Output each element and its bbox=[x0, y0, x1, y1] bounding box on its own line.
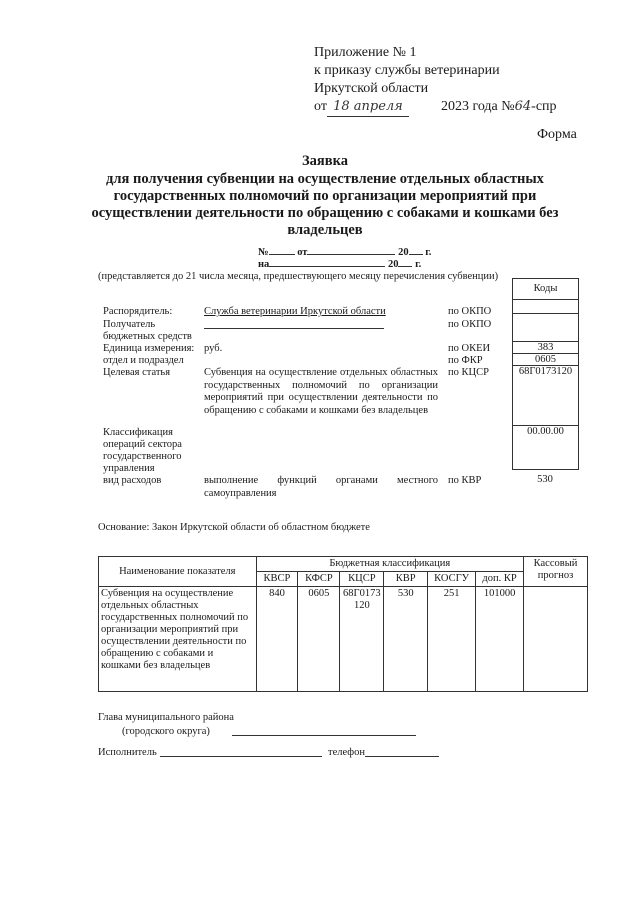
celevaya-value: Субвенция на осуществление отдельных областных государственных полномочий по организации мероприятий при осуществлении деятельности по обращению с собаками и кошками без владельцев bbox=[204, 367, 438, 416]
year-text: 2023 года bbox=[440, 99, 498, 114]
codes-header: Коды bbox=[513, 279, 578, 300]
codes-box bbox=[512, 278, 579, 470]
code-okei: 383 bbox=[513, 342, 578, 354]
head-label2: (городского округа) bbox=[122, 726, 210, 737]
sub-dop: доп. КР bbox=[476, 572, 524, 587]
title-main: Заявка bbox=[302, 153, 348, 169]
okei-label: по ОКЕИ bbox=[448, 343, 491, 354]
celevaya-label: Целевая статья bbox=[103, 367, 171, 378]
code-kvr: 530 bbox=[537, 474, 553, 485]
appendix-line2: к приказу службы ветеринарии bbox=[314, 63, 500, 78]
row-kvsr: 840 bbox=[256, 587, 298, 692]
sub-kfsr: КФСР bbox=[298, 572, 340, 587]
sub-kvsr: КВСР bbox=[256, 572, 298, 587]
phone-label: телефон bbox=[328, 747, 365, 758]
row-dop: 101000 bbox=[476, 587, 524, 692]
col-cash-header: Кассовый прогноз bbox=[524, 557, 588, 587]
title-line2: государственных полномочий по организации мероприятий при bbox=[113, 188, 537, 204]
title-line3: осуществлении деятельности по обращению с собаками и кошками без bbox=[91, 205, 559, 221]
row-cash bbox=[524, 587, 588, 692]
code-okpo2 bbox=[513, 314, 578, 342]
from-prefix: от bbox=[314, 99, 327, 114]
head-label1: Глава муниципального района bbox=[98, 712, 234, 723]
sub-kvr: КВР bbox=[384, 572, 428, 587]
phone-line bbox=[365, 756, 439, 757]
period-line: на 20 г. bbox=[258, 259, 422, 270]
klass-label3: государственного bbox=[103, 451, 182, 462]
klass-label4: управления bbox=[103, 463, 155, 474]
poluchatel-label1: Получатель bbox=[103, 319, 156, 330]
rasporyaditel-label: Распорядитель: bbox=[103, 306, 173, 317]
rasporyaditel-value: Служба ветеринарии Иркутской области bbox=[204, 306, 386, 317]
code-fkr: 0605 bbox=[513, 354, 578, 366]
klass-label2: операций сектора bbox=[103, 439, 182, 450]
title-line4: владельцев bbox=[287, 222, 363, 238]
sub-kosgu: КОСГУ bbox=[428, 572, 476, 587]
handwritten-number: 64 bbox=[514, 99, 532, 114]
okpo1-label: по ОКПО bbox=[448, 306, 492, 317]
kvr-label: по КВР bbox=[448, 475, 482, 486]
appendix-line3: Иркутской области bbox=[314, 81, 429, 96]
sub-kcsr: КЦСР bbox=[340, 572, 384, 587]
poluchatel-underline bbox=[204, 328, 384, 329]
number-line: № от 20 г. bbox=[258, 247, 432, 258]
row-name: Субвенция на осуществление отдельных областных государственных полномочий по организации мероприятий при осуществлении деятельности по обращению с собаками и кошками без владельцев bbox=[99, 587, 257, 692]
executor-label: Исполнитель bbox=[98, 747, 157, 758]
edinica-label: Единица измерения: bbox=[103, 343, 195, 354]
num-prefix: № bbox=[501, 99, 515, 114]
code-okpo1 bbox=[513, 300, 578, 314]
row-kcsr: 68Г0173120 bbox=[340, 587, 384, 692]
executor-line bbox=[160, 756, 322, 757]
appendix-date-line bbox=[314, 98, 557, 117]
kcsr-label: по КЦСР bbox=[448, 367, 489, 378]
code-kosgu: 00.00.00 bbox=[527, 426, 564, 437]
note: (представляется до 21 числа месяца, предшествующего месяцу перечисления субвенции) bbox=[98, 271, 499, 282]
vid-value-line1: выполнение функций органами местного самоуправления bbox=[204, 475, 438, 499]
head-signature-line bbox=[232, 735, 416, 736]
num-suffix: -спр bbox=[531, 99, 557, 114]
col-name-header: Наименование показателя bbox=[99, 557, 257, 587]
fkr-label: по ФКР bbox=[448, 355, 483, 366]
title-line1: для получения субвенции на осуществление отдельных областных bbox=[106, 171, 544, 187]
otdel-label: отдел и подраздел bbox=[103, 355, 184, 366]
appendix-line1: Приложение № 1 bbox=[314, 45, 417, 60]
code-kcsr: 68Г0173120 bbox=[513, 366, 578, 426]
okpo2-label: по ОКПО bbox=[448, 319, 492, 330]
budget-table bbox=[98, 556, 588, 692]
vid-label: вид расходов bbox=[103, 475, 162, 486]
table-row bbox=[99, 587, 588, 692]
col-budget-header: Бюджетная классификация bbox=[256, 557, 524, 572]
row-kosgu: 251 bbox=[428, 587, 476, 692]
handwritten-date: 18 апреля bbox=[327, 98, 409, 117]
poluchatel-label2: бюджетных средств bbox=[103, 331, 192, 342]
klass-label1: Классификация bbox=[103, 427, 173, 438]
row-kfsr: 0605 bbox=[298, 587, 340, 692]
form-label: Форма bbox=[537, 127, 577, 142]
basis-text: Основание: Закон Иркутской области об областном бюджете bbox=[98, 522, 370, 533]
row-kvr: 530 bbox=[384, 587, 428, 692]
edinica-value: руб. bbox=[204, 343, 223, 354]
